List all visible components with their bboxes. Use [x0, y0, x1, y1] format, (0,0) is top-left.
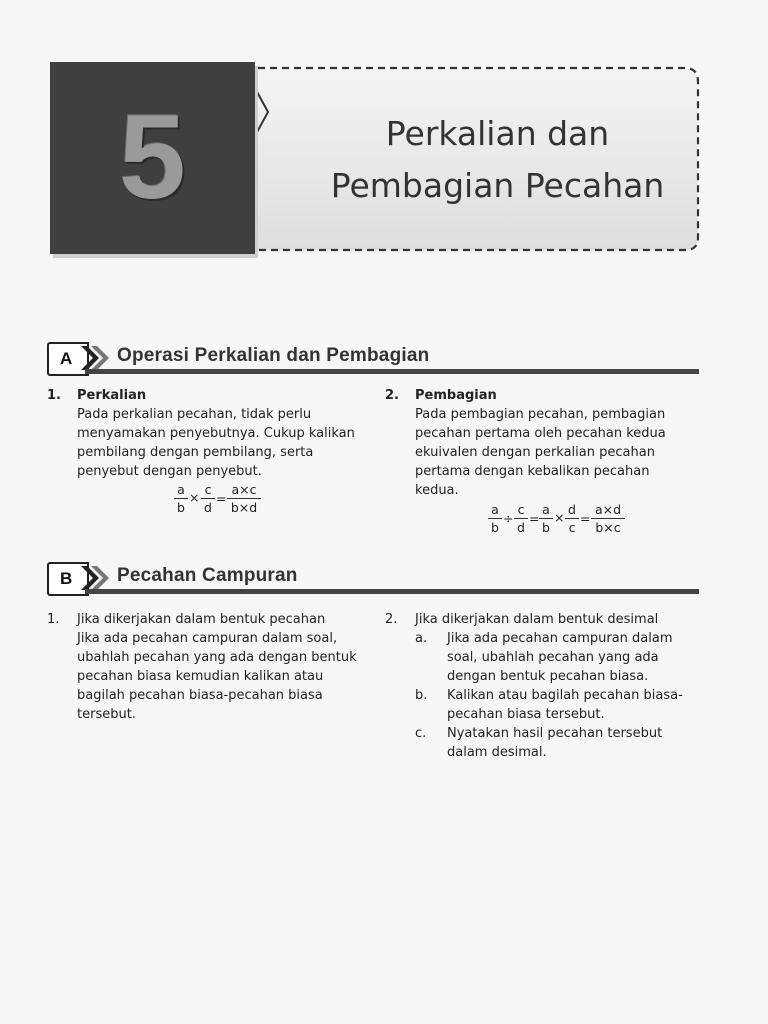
section-a-badge: A	[47, 342, 89, 376]
text-line: pembilang dengan pembilang, serta	[77, 445, 314, 460]
section-b-title: Pecahan Campuran	[117, 565, 298, 586]
text-line: pecahan pertama oleh pecahan kedua	[415, 426, 666, 441]
item-number: 1.	[47, 612, 60, 627]
fraction: $\frac{c}{d}$	[514, 502, 528, 536]
item-heading: Pembagian	[415, 388, 497, 403]
section-a-heading	[47, 342, 699, 382]
text-line: ekuivalen dengan perkalian pecahan	[415, 445, 655, 460]
text-line: Nyatakan hasil pecahan tersebut	[447, 726, 663, 741]
text-line: penyebut dengan penyebut.	[77, 464, 262, 479]
equals-operator: =	[216, 491, 227, 506]
sub-list	[415, 629, 683, 762]
fraction: $\frac{a}{b}$	[174, 482, 188, 516]
section-b-rule	[85, 589, 699, 594]
text-line: Pada pembagian pecahan, pembagian	[415, 407, 666, 422]
times-operator: ×	[189, 490, 200, 505]
sub-item-label: b.	[415, 688, 428, 703]
item-heading: Perkalian	[77, 388, 147, 403]
text-line: Jika ada pecahan campuran dalam soal,	[77, 631, 338, 646]
equals-operator: =	[580, 511, 591, 526]
item-number: 1.	[47, 388, 61, 403]
text-line: pecahan biasa tersebut.	[447, 707, 605, 722]
section-b-badge: B	[47, 562, 89, 596]
equals-operator: =	[529, 511, 540, 526]
sub-item-label: c.	[415, 726, 427, 741]
double-arrow-icon	[79, 565, 115, 591]
fraction: $\frac{a}{b}$	[488, 502, 502, 536]
fraction: $\frac{a\times d}{b\times c}$	[591, 502, 625, 536]
text-line: Jika dikerjakan dalam bentuk pecahan	[77, 612, 326, 627]
section-b-heading	[47, 562, 699, 602]
chapter-number: 5	[119, 90, 186, 224]
chapter-title	[300, 108, 695, 212]
sub-item-c	[415, 724, 683, 762]
item-number: 2.	[385, 612, 398, 627]
times-operator: ×	[554, 510, 565, 525]
section-a-rule	[85, 369, 699, 374]
text-line: kedua.	[415, 483, 459, 498]
chapter-number-box	[50, 62, 255, 254]
chapter-title-line1: Perkalian dan	[385, 114, 610, 153]
text-line: dengan bentuk pecahan biasa.	[447, 669, 649, 684]
fraction: $\frac{c}{d}$	[201, 482, 215, 516]
sub-item-label: a.	[415, 631, 428, 646]
text-line: menyamakan penyebutnya. Cukup kalikan	[77, 426, 355, 441]
fraction: $\frac{a}{b}$	[539, 502, 553, 536]
section-a-title: Operasi Perkalian dan Pembagian	[117, 345, 430, 366]
text-line: bagilah pecahan biasa-pecahan biasa	[77, 688, 323, 703]
chapter-title-line2: Pembagian Pecahan	[330, 166, 665, 205]
divide-operator: ÷	[503, 511, 514, 526]
text-line: ubahlah pecahan yang ada dengan bentuk	[77, 650, 357, 665]
text-line: Pada perkalian pecahan, tidak perlu	[77, 407, 312, 422]
text-line: Jika dikerjakan dalam bentuk desimal	[415, 612, 659, 627]
sub-item-a	[415, 629, 683, 686]
double-arrow-icon	[79, 345, 115, 371]
text-line: tersebut.	[77, 707, 136, 722]
sub-item-b	[415, 686, 683, 724]
text-line: pecahan biasa kemudian kalikan atau	[77, 669, 324, 684]
item-number: 2.	[385, 388, 399, 403]
fraction: $\frac{a\times c}{b\times d}$	[227, 482, 261, 516]
text-line: Jika ada pecahan campuran dalam	[447, 631, 673, 646]
text-line: soal, ubahlah pecahan yang ada	[447, 650, 659, 665]
text-line: pertama dengan kebalikan pecahan	[415, 464, 650, 479]
text-line: Kalikan atau bagilah pecahan biasa-	[447, 688, 683, 703]
fraction: $\frac{d}{c}$	[565, 502, 579, 536]
chapter-title-panel	[240, 60, 705, 260]
text-line: dalam desimal.	[447, 745, 547, 760]
